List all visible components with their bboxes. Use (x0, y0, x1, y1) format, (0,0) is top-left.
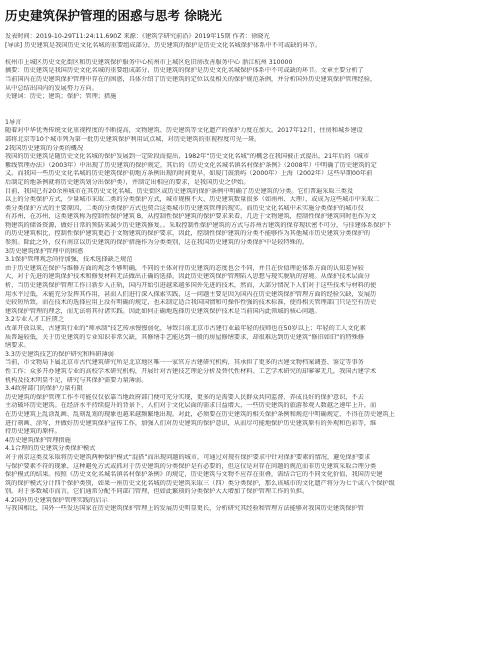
body-line: 3历史建筑保护管理中的困惑 (5, 247, 84, 255)
article-lead: [导读] 历史建筑是我国历史文化名城的重要组成部分，历史建筑的保护是历史文化名城保护体系中不可或缺的环节。 (5, 41, 322, 49)
abstract-block (5, 67, 497, 101)
abstract-line: 摘要：历史建筑是我国历史文化名城的重要组成部分，历史建筑的保护是历史文化名城保护体系中不可或缺的环节。文章主要分析了 (5, 67, 364, 75)
body-line: 的历史建筑相比，控制性保护建筑更趋于文物建筑的保护要求，因此，控制性保护建筑的分类不能够作为其他城市历史建筑分类保护的 (5, 230, 371, 238)
body-line: 紫线管理办法》（2003年）中出现了历史建筑的保护规定，其后的《历史文化名城名镇名村保护条例》（2008年）中明确了历史建筑的定 (5, 161, 377, 169)
body-line: 在历史建筑上乱涂乱画、乱刻乱划的现象也越来越频繁地出现。对此，必须要在历史建筑的相关保护条例和规范中明确规定，不得在历史建筑上 (5, 410, 395, 418)
body-line: 进行刻画、涂写，并做好历史建筑保护宣传工作，加强人们对历史建筑的保护意识，从而尽可能地保护历史建筑原有的外观和色彩等，维 (5, 419, 377, 427)
keywords-line: 关键词：历史；建筑；保护；管理；措施 (5, 93, 117, 101)
body-line: 与保护要素不符的现象，这种避免方式或抓对于历史建筑的分类保护是有必要的，但这仅是对存在问题的规范而非历史建筑采取合理分类 (5, 462, 377, 470)
body-line: 别。对于多数城市而言，它们通常分配不同部门管理，但如此繁琐的分类保护大大增加了保护管理工作的负担。 (5, 488, 309, 496)
body-line: 析，当历史建筑保护管理工作日新步入正轨，国内开始引进越来越多国外先进的技术，然而，大部分情况下人们对于这些技术与材料的使 (5, 282, 377, 290)
article-body (5, 119, 497, 514)
body-line: 后制定的地条例就将历史建筑划分出保护类），并制定出相应的要求，是我国历史之伊始。 (5, 178, 250, 186)
body-line: 缮要求。 (5, 342, 30, 350)
body-line: 2我国历史建筑的分类的概况 (5, 144, 84, 152)
body-line: 筑的保护模式分计四个保护类别，如果一座历史文化名城的历史建筑采取三（四）类分类保护，那么该城市的文化遗产将分为七个或八个保护级 (5, 479, 395, 487)
body-line: 历史建筑的保护管理工作不可能仅仅依靠当地政府部门便可充分实现，更多的是需要人民群众共同监督、养成良好的保护意识，不去 (5, 393, 364, 401)
body-line: 大，对于先进的建筑保护技术和修复材料无法做出正确的选择，因此历史建筑保护管理陷入思想与现实脱轨的窘境。从保护技术层面分 (5, 273, 371, 281)
author-affiliation: 杭州市上城区历史文化街区和历史建筑保护服务中心杭州市上城区危旧房改善服务中心 浙江杭州 310000 (5, 58, 293, 66)
body-line: 参照。除此之外，仅有南京以历史建筑的保护措施作为分类类别，这在我国历史建筑的分类保护中是较特殊的。 (5, 239, 309, 247)
body-line: 当前，市文物局下属北京市古代建筑研究所是北京地区唯一一家官方古建研究机构，其承担了更多的古建文物档案调查、鉴定等事务 (5, 359, 364, 367)
body-line: 主动破坏历史建筑。在经济水平持续提升的背景下，人们对于文化层面的需求日益增大，一些历史建筑的旅游参观人数越之递年上升，而 (5, 402, 377, 410)
body-line: 建筑保护管理的理念，而无法将其付诸实践。因此如何正确地选择历史建筑保护技术是当前国内此领域的核心问题。 (5, 307, 321, 315)
body-line: 1导言 (5, 118, 22, 126)
body-line: 与我国相比，国外一些发达国家在历史建筑保护管理上的发展历史明显更长，分析研究其经验和管理方法能够对我国历史建筑保护管 (5, 505, 364, 513)
body-line: 4.2国外历史建筑保护管理实践的启示 (5, 496, 108, 504)
body-line: 部将北京等10个城市列为第一批历史建筑保护利用试点城，对历史建筑的重视程度可见一斑。 (5, 135, 261, 143)
body-line: 对于南京这类及采取将历史建筑两种保护模式“混搭”而出现问题的城市，可通过对现有保护要求中针对保护要素的情况，避免保护要求 (5, 453, 371, 461)
body-line: 物建筑的储备资源，做好日常的预防来减少历史建筑修复。。采取控制性保护建筑的方式与苏州古建筑的保存现状密不可分，与佳建体系保护下 (5, 221, 392, 229)
article-title: 历史建筑保护管理的困惑与思考 徐晓光 (5, 8, 222, 23)
body-line: 用水平过低，未能充分发挥其作用，甚而人们进行深入探索实践，这一问题主要是因为国内在历史建筑保护管理方面的经验欠缺，发展历 (5, 290, 377, 298)
body-line: 以上的分类保护方式，少量城市采取二类的分类保护方式，城市规模不大、历史建筑数量很多（如南州、大理），或成为这些城市中采取二 (5, 196, 380, 204)
body-line: 义。而我国一些历史文化名城的历史建筑保护初地方条例出现的时间更早，如厦门鼓浪屿（2000年）上海（2002年）这些早期00年前 (5, 170, 373, 178)
body-line: 3.4政府部门的保护力量有限 (5, 385, 83, 393)
body-line: 4.1合理的历史建筑分类保护模式 (5, 445, 96, 453)
body-line: 3.1保护管理观念尚待加强，技术选择缺乏规范 (5, 256, 133, 264)
body-line: 目前，我国已有20余座城市在其历史文化名城、历史街区或历史建筑的保护条例中明确了历史建筑的分类。它们普遍采取三类及 (5, 187, 354, 195)
body-line: 持历史建筑的原样。 (5, 428, 61, 436)
body-line: 史较短所致，而在技术的选择应用上没有明确的规定，也未制定适合我国国情和可操作性强的技术标准，使得相关管理部门只是空有历史 (5, 299, 377, 307)
body-line: 改革开放以来，古建筑行业的“师承制”技艺传承慢慢弱化，导致目前北京市古建行业最年轻的技师也在50岁以上；年轻的工人文化素 (5, 325, 366, 332)
publish-meta: 发表时间：2019-10-29T11:24:11.690Z 来源：《建筑学研究前沿》2019年15期 作者：徐晓光 (5, 33, 270, 40)
body-line: 随着对中华优秀传统文化重视程度的不断提高，文物建筑、历史建筑等文化遗产的保护力度在加大。2017年12月，住房和城乡建设 (5, 127, 363, 135)
body-line: 3.3历史建筑技艺的保护研究和科研薄弱 (5, 350, 114, 358)
body-line: 3.2专业人才工匠匮乏 (5, 316, 65, 324)
body-line: 质普遍较低，关于历史建筑的专业知识非常欠缺，其修缮手艺能达到一般的房屋修缮要求，却很难达到历史建筑“修旧如旧”的特殊修 (5, 333, 365, 341)
body-line: 有苏州，在苏州，这类建筑称为控制性保护建筑 B，从控制性保护建筑的保护要求来看，几近于文物建筑，控制性保护建筑同时也作为文 (5, 213, 377, 221)
body-line: 我国的历史建筑是随历史文化名城的保护发展到一定阶段而提出，1982年“历史文化名城”的概念在我国被正式提出，21年后的《城市 (5, 153, 370, 161)
abstract-line: 从中总结出国内的发展努力方向。 (5, 84, 98, 92)
body-line: 机构及技术明显不足，研究与其保护需要力量薄弱。 (5, 376, 148, 384)
body-line: 由于历史建筑在保护与维修方面的观念不够明确，不同的主体对待历史建筑的态度也会不同，并且在价值理论体系方面的认知差异较 (5, 264, 364, 272)
body-line: 4历史建筑保护管理措施 (5, 436, 71, 444)
body-line: 性工作；众多开办建筑专业的高校学术研究机构，开展针对古建技艺理论分析及替代性材料、工艺学术研究的却寥寥无几，我国古建学术 (5, 367, 377, 375)
body-line: 类分类保护方式的主要原因，二类的分类保护方式也契合这类城市历史建筑管理的现实。而历史文化名城中未实施分类保护的城市仅 (5, 204, 364, 212)
body-line: 保护模式的结果。按照《历史文化名城名镇名村保护条例》的规定，历史建筑与文物不应存在重叠，需结合它的不同文化价值，我国历史建 (5, 471, 383, 479)
abstract-line: 当前国内在历史建筑保护管理中存在的困惑，具体介绍了历史建筑的定位以及相关的保护规范条例，并分析国外历史建筑保护管理经验， (5, 75, 377, 83)
